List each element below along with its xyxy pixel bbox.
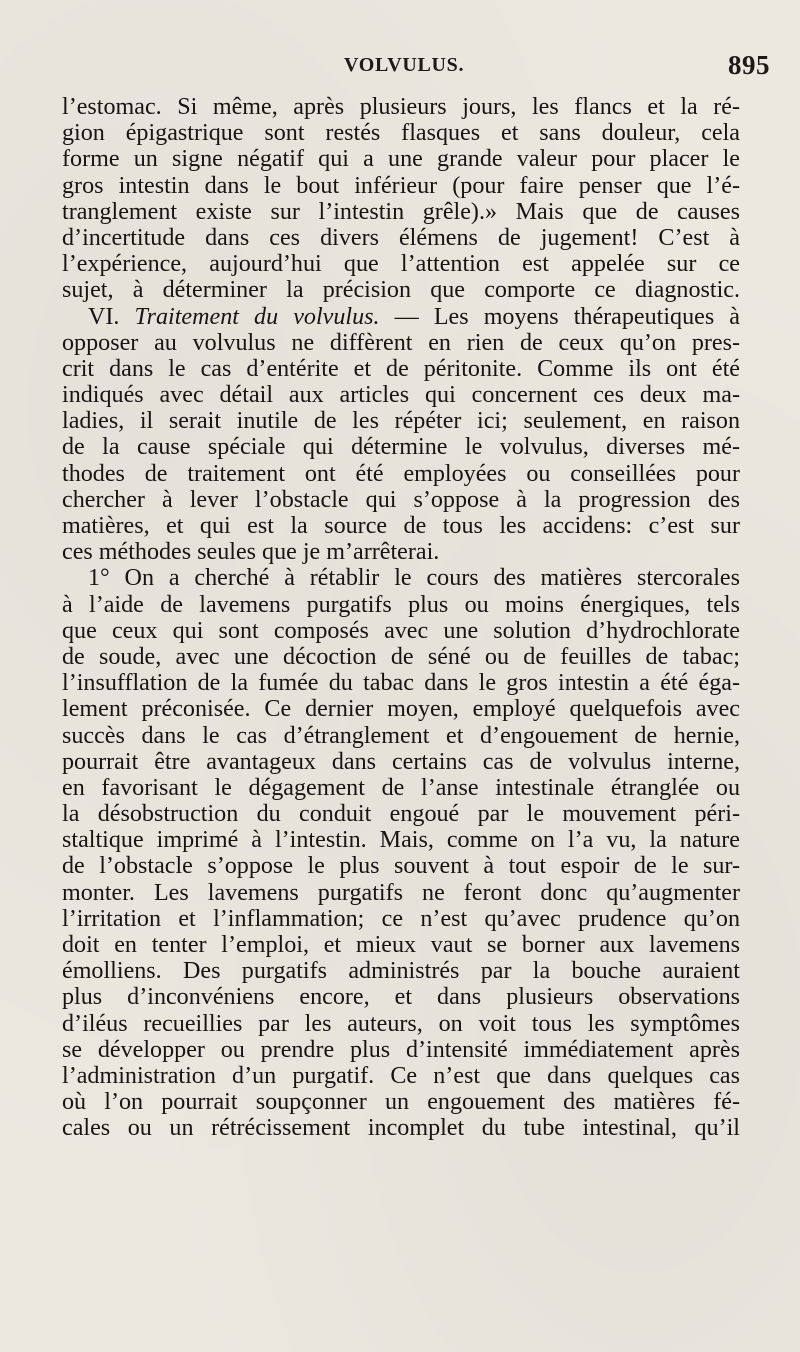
text-line: la désobstruction du conduit engoué par le mouvement péri- <box>62 801 740 828</box>
text-line: pourrait être avantageux dans certains cas de volvulus interne, <box>62 748 740 775</box>
text-line: se développer ou prendre plus d’intensité immédiatement après <box>62 1036 740 1063</box>
text-line: d’incertitude dans ces divers élémens de jugement! C’est à <box>62 224 740 251</box>
text-line: émolliens. Des purgatifs administrés par la bouche auraient <box>62 958 740 985</box>
text-line: cales ou un rétrécissement incomplet du tube intestinal, qu’il <box>62 1115 740 1142</box>
text-line: sujet, à déterminer la précision que comporte ce diagnostic. <box>62 277 740 304</box>
text-line: succès dans le cas d’étranglement et d’engouement de hernie, <box>62 722 740 749</box>
text-line: chercher à lever l’obstacle qui s’oppose à la progression des <box>62 486 740 513</box>
section-number: VI. <box>88 303 120 330</box>
text-line: l’irritation et l’inflammation; ce n’est qu’avec prudence qu’on <box>62 905 740 932</box>
text-line: d’iléus recueillies par les auteurs, on voit tous les symptômes <box>62 1010 740 1037</box>
section-heading-line <box>62 304 740 330</box>
text-line: gros intestin dans le bout inférieur (pour faire penser que l’é- <box>62 172 740 199</box>
page-number: 895 <box>728 50 770 80</box>
text-line: l’estomac. Si même, après plusieurs jours, les flancs et la ré- <box>62 94 740 120</box>
text-line: plus d’inconvéniens encore, et dans plusieurs observations <box>62 984 740 1011</box>
text-line: ces méthodes seules que je m’arrêterai. <box>62 539 440 566</box>
text-line: de soude, avec une décoction de séné ou de feuilles de tabac; <box>62 643 740 670</box>
text-line: doit en tenter l’emploi, et mieux vaut se borner aux lavemens <box>62 932 740 958</box>
text-line: en favorisant le dégagement de l’anse intestinale étranglée ou <box>62 774 740 801</box>
section-title: Traitement du volvulus. <box>134 303 380 330</box>
text-line: tranglement existe sur l’intestin grêle).» Mais que de causes <box>62 198 740 225</box>
page-header <box>62 48 770 88</box>
text-line: de l’obstacle s’oppose le plus souvent à tout espoir de le sur- <box>62 853 740 880</box>
text-line: lement préconisée. Ce dernier moyen, employé quelquefois avec <box>62 696 740 723</box>
text-line: matières, et qui est la source de tous les accidens: c’est sur <box>62 513 740 539</box>
text-line: thodes de traitement ont été employées ou conseillées pour <box>62 460 740 487</box>
text-line: monter. Les lavemens purgatifs ne feront donc qu’augmenter <box>62 879 740 906</box>
text-line: de la cause spéciale qui détermine le volvulus, diverses mé- <box>62 434 740 461</box>
text-line: crit dans le cas d’entérite et de péritonite. Comme ils ont été <box>62 355 740 382</box>
running-title: VOLVULUS. <box>344 54 465 76</box>
text-line: ladies, il serait inutile de les répéter ici; seulement, en raison <box>62 408 740 435</box>
text-line: l’expérience, aujourd’hui que l’attention est appelée sur ce <box>62 251 740 278</box>
text-line: à l’aide de lavemens purgatifs plus ou moins énergiques, tels <box>62 591 740 618</box>
text-line: indiqués avec détail aux articles qui concernent ces deux ma- <box>62 382 740 409</box>
text-line: l’insufflation de la fumée du tabac dans le gros intestin a été éga- <box>62 670 740 697</box>
text-line: gion épigastrique sont restés flasques et sans douleur, cela <box>62 120 740 147</box>
text-line: forme un signe négatif qui a une grande valeur pour placer le <box>62 146 740 173</box>
body-text <box>62 94 740 1142</box>
text-line: staltique imprimé à l’intestin. Mais, comme on l’a vu, la nature <box>62 827 740 854</box>
text-line: l’administration d’un purgatif. Ce n’est que dans quelques cas <box>62 1062 740 1089</box>
text-line: que ceux qui sont composés avec une solution d’hydrochlorate <box>62 617 740 644</box>
section-heading-continuation: — Les moyens thérapeutiques à <box>394 303 740 330</box>
text-line: où l’on pourrait soupçonner un engouement des matières fé- <box>62 1089 740 1116</box>
text-line: 1° On a cherché à rétablir le cours des matières stercorales <box>88 565 740 592</box>
text-line: opposer au volvulus ne diffèrent en rien de ceux qu’on pres- <box>62 329 740 356</box>
